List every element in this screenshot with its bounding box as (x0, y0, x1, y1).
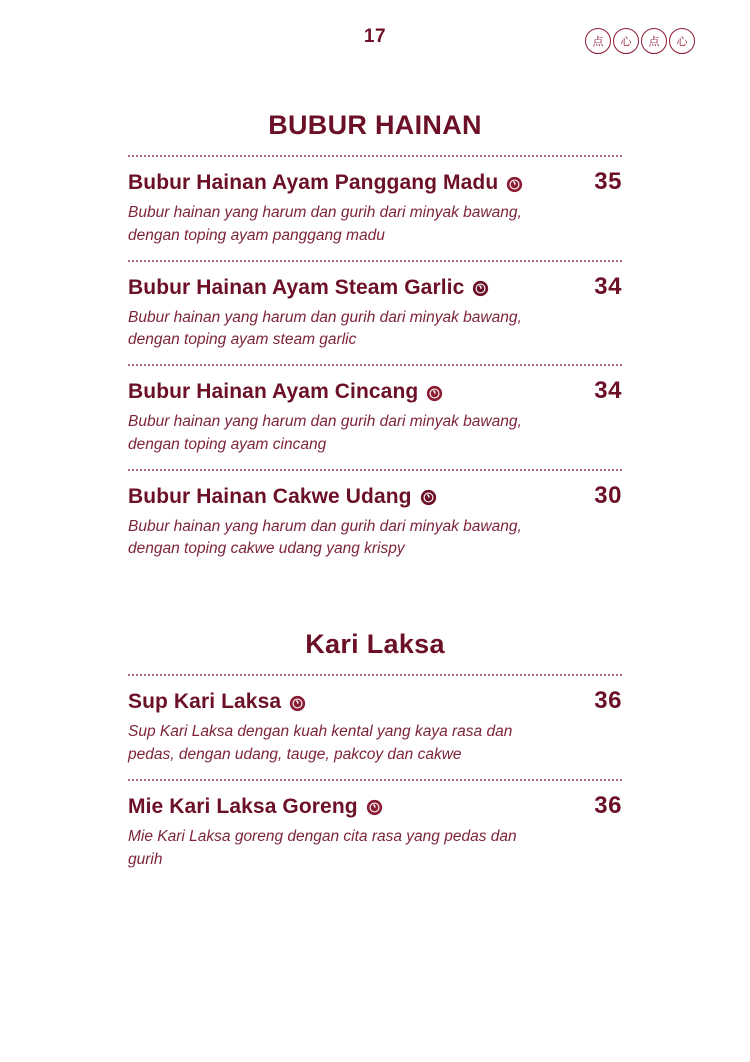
brand-logo (585, 28, 695, 54)
page-header (0, 26, 750, 70)
page-number: 17 (363, 26, 387, 47)
menu-item (128, 366, 622, 469)
halal-icon (426, 385, 443, 402)
section-title: Kari Laksa (305, 629, 445, 660)
menu-item-price: 34 (594, 272, 622, 300)
menu-item-description: Bubur hainan yang harum dan gurih dari minyak bawang, dengan toping cakwe udang yang krispy (128, 517, 522, 558)
halal-icon (289, 695, 306, 712)
menu-item-price: 36 (594, 791, 622, 819)
menu-item-name: Mie Kari Laksa Goreng (128, 794, 358, 818)
halal-icon (506, 176, 523, 193)
logo-badge-icon: 心 (613, 28, 639, 54)
menu-item (128, 262, 622, 365)
menu-item-description: Bubur hainan yang harum dan gurih dari minyak bawang, dengan toping ayam steam garlic (128, 308, 522, 349)
halal-icon (420, 489, 437, 506)
menu-item-description: Mie Kari Laksa goreng dengan cita rasa yang pedas dan gurih (128, 827, 517, 868)
halal-icon (366, 799, 383, 816)
logo-badge-icon: 点 (641, 28, 667, 54)
menu-item (128, 157, 622, 260)
logo-badge-icon: 心 (669, 28, 695, 54)
menu-section (128, 629, 622, 883)
menu-item-price: 34 (594, 377, 622, 405)
halal-icon (472, 280, 489, 297)
menu-item-name: Bubur Hainan Ayam Panggang Madu (128, 171, 499, 194)
logo-badge-icon: 点 (585, 28, 611, 54)
menu-item-description: Bubur hainan yang harum dan gurih dari minyak bawang, dengan toping ayam panggang madu (128, 204, 522, 244)
menu-item (128, 471, 622, 574)
menu-item-name: Sup Kari Laksa (128, 690, 282, 714)
menu-item-description: Sup Kari Laksa dengan kuah kental yang kaya rasa dan pedas, dengan udang, tauge, pakcoy dan cakwe (128, 723, 513, 764)
menu-item (128, 781, 622, 884)
menu-item-description: Bubur hainan yang harum dan gurih dari minyak bawang, dengan toping ayam cincang (128, 413, 522, 453)
menu-item-name: Bubur Hainan Cakwe Udang (128, 484, 412, 508)
menu-content (128, 110, 622, 883)
menu-section (128, 110, 622, 573)
menu-item-name: Bubur Hainan Ayam Steam Garlic (128, 275, 465, 299)
menu-item-price: 30 (594, 481, 622, 509)
section-spacer (128, 573, 622, 629)
menu-item (128, 676, 622, 779)
menu-item-price: 35 (594, 168, 622, 195)
menu-item-name: Bubur Hainan Ayam Cincang (128, 380, 419, 404)
section-title: BUBUR HAINAN (268, 110, 482, 140)
menu-item-price: 36 (594, 687, 622, 715)
